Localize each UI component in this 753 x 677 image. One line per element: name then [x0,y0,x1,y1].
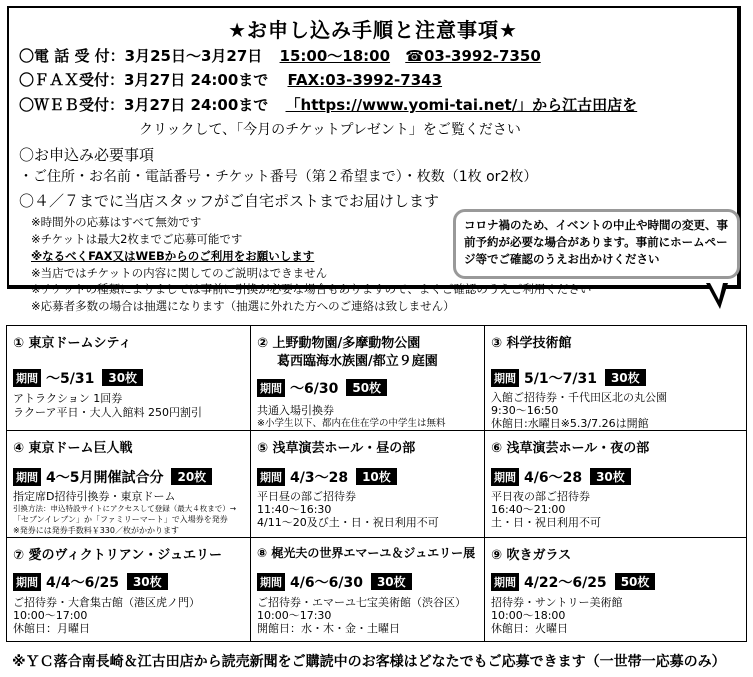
note-item: ※当店ではチケットの内容に関してのご説明はできません [31,266,328,280]
ticket-title: ② 上野動物園/多摩動物公園 [257,336,421,351]
fax-label: 〇ＦＡＸ受付：3月27日 24:00まで [19,71,269,89]
ticket-detail: 11:40～16:30 [257,503,332,516]
ticket-quota: 30枚 [371,573,412,590]
ticket-detail: 土・日・祝日利用不可 [491,516,601,529]
ticket-detail: 休館日：月曜日 [13,622,90,635]
fax-line [19,69,442,90]
phone-number[interactable]: ☎03-3992-7350 [405,47,541,65]
ticket-title: ⑥ 浅草演芸ホール・夜の部 [491,441,650,456]
ticket-detail: 10:00～17:30 [257,609,332,622]
ticket-grid [6,325,747,642]
notice-box [7,6,741,313]
ticket-detail: ご招待券・エマーユ七宝美術館（渋谷区） [257,596,466,609]
ticket-quota: 10枚 [356,468,397,485]
note-item: ※なるべくFAX又はWEBからのご利用をお願いします [31,249,315,263]
footer-note: ※ＹＣ落合南長崎＆江古田店から読売新聞をご購読中のお客様はどなたでもご応募できます（一世帯一応募のみ） [12,654,726,670]
ticket-detail: 入館ご招待券・千代田区北の丸公園 [491,391,667,404]
ticket-title: ⑦ 愛のヴィクトリアン・ジュエリー [13,548,222,563]
ticket-cell-2[interactable] [251,326,485,431]
ticket-detail: 16:40～21:00 [491,503,566,516]
ticket-detail: 開館日：水・木・金・土曜日 [257,622,400,635]
ticket-period: 期間 4/4～6/25 30枚 [13,572,168,592]
delivery-note: 〇４／７までに当店スタッフがご自宅ポストまでお届けします [19,192,440,210]
ticket-quota: 50枚 [615,573,656,590]
ticket-detail: 指定席D招待引換券・東京ドーム [13,490,176,503]
ticket-period: 期間 ～5/31 30枚 [13,368,143,388]
ticket-detail: 4/11～20及び土・日・祝日利用不可 [257,516,439,529]
ticket-detail: 平日夜の部ご招待券 [491,490,590,503]
notice-title: ★お申し込み手順と注意事項★ [228,18,518,42]
note-item: ※応募者多数の場合は抽選になります（抽選に外れた方へのご連絡は致しません） [31,299,455,313]
ticket-cell-5[interactable] [251,431,485,538]
ticket-detail: 休館日:水曜日※5.3/7.26は開館 [491,417,649,430]
ticket-detail: 9:30～16:50 [491,404,559,417]
ticket-detail: 10:00～17:00 [13,609,88,622]
ticket-cell-4[interactable] [7,431,251,538]
ticket-period: 期間 4/22～6/25 50枚 [491,572,655,592]
web-line [19,94,637,115]
ticket-cell-8[interactable] [251,538,485,641]
required-body: ・ご住所・お名前・電話番号・チケット番号（第２希望まで）・枚数（1枚 or2枚） [19,169,538,185]
ticket-title-2: 葛西臨海水族園/都立９庭園 [277,354,438,369]
ticket-fine: ※発券には発券手数料￥330／枚がかかります [13,526,179,535]
ticket-quota: 30枚 [127,573,168,590]
ticket-period: 期間 4/6～28 30枚 [491,467,631,487]
ticket-title: ⑧ 梶光夫の世界エマーユ＆ジュエリー展 [257,546,476,560]
ticket-fine: 「セブンイレブン」か「ファミリーマート」で入場券を発券 [13,515,228,524]
required-head: 〇お申込み必要事項 [19,146,155,164]
ticket-detail: ご招待券・大倉集古館（港区虎ノ門） [13,596,200,609]
ticket-quota: 30枚 [590,468,631,485]
ticket-cell-9[interactable] [485,538,746,641]
ticket-cell-7[interactable] [7,538,251,641]
corona-notice: コロナ禍のため、イベントの中止や時間の変更、事前予約が必要な場合があります。事前にホームページ等でご確認のうえお出かけください [453,209,740,279]
ticket-period: 期間 4/3～28 10枚 [257,467,397,487]
ticket-fine: 引換方法：申込特設サイトにアクセスして登録（最大４枚まで）→ [13,504,237,513]
ticket-period: 期間 4～5月開催試合分 20枚 [13,467,212,487]
ticket-cell-3[interactable] [485,326,746,431]
fax-number[interactable]: FAX:03-3992-7343 [287,71,443,89]
phone-label: 〇電 話 受 付：3月25日～3月27日 [19,47,263,65]
web-link[interactable]: 「https://www.yomi-tai.net/」から江古田店を [285,96,638,114]
ticket-quota: 30枚 [102,369,143,386]
ticket-detail: 招待券・サントリー美術館 [491,596,623,609]
ticket-title: ③ 科学技術館 [491,336,572,351]
ticket-title: ⑤ 浅草演芸ホール・昼の部 [257,441,416,456]
ticket-quota: 20枚 [171,468,212,485]
ticket-cell-1[interactable] [7,326,251,431]
ticket-quota: 30枚 [605,369,646,386]
note-item: ※チケットは最大2枚までご応募可能です [31,232,243,246]
web-line2: クリックして、「今月のチケットプレゼント」をご覧ください [139,122,521,138]
ticket-title: ① 東京ドームシティ [13,336,132,351]
ticket-detail: アトラクション 1回券 [13,392,123,405]
ticket-detail: 平日昼の部ご招待券 [257,490,356,503]
ticket-detail: ラクーア平日・大人入館料 250円割引 [13,406,202,419]
phone-hours: 15:00～18:00 [279,47,391,65]
ticket-cell-6[interactable] [485,431,746,538]
ticket-title: ④ 東京ドーム巨人戦 [13,441,133,456]
note-item: ※時間外の応募はすべて無効です [31,215,202,229]
phone-line [19,45,541,66]
ticket-detail: 休館日：火曜日 [491,622,568,635]
ticket-quota: 50枚 [346,379,387,396]
web-label: 〇ＷＥＢ受付：3月27日 24:00まで [19,96,269,114]
ticket-title: ⑨ 吹きガラス [491,548,572,563]
ticket-detail: 共通入場引換券 [257,404,334,417]
ticket-detail: 10:00～18:00 [491,609,566,622]
ticket-period: 期間 4/6～6/30 30枚 [257,572,412,592]
ticket-period: 期間 ～6/30 50枚 [257,378,387,398]
note-item: ※チケットの種類によりましては事前に引換が必要な場合もありますので、よくご確認のうえご利用ください [31,282,592,296]
ticket-detail: ※小学生以下、都内在住在学の中学生は無料 [257,418,446,429]
ticket-period: 期間 5/1～7/31 30枚 [491,368,646,388]
